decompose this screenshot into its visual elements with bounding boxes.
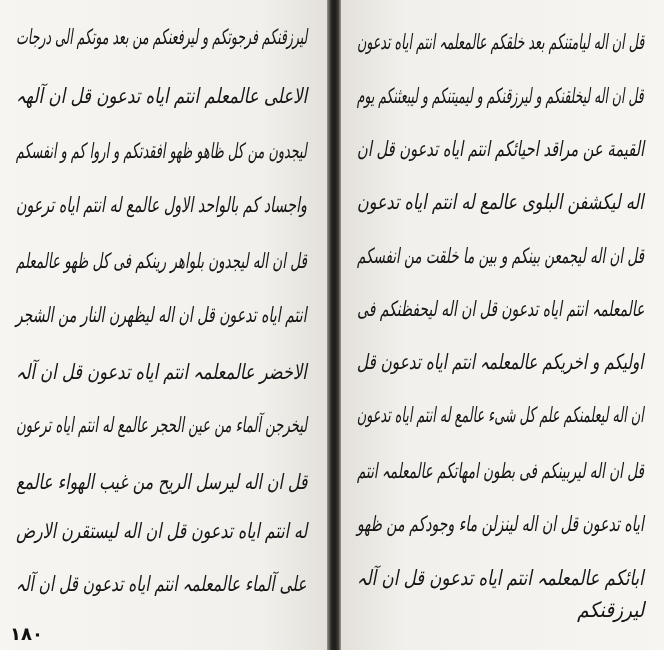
manuscript-line: ابائکم عالمعلمہ انتم ایاه تدعون قل ان آلہ [357, 566, 644, 590]
manuscript-line: القیمة عن مراقد احیائکم انتم ایاه تدعون قل ان [356, 137, 644, 161]
manuscript-line: اله لیکشفن البلوی عالمع له انتم ایاه تدعون [357, 190, 644, 214]
manuscript-line: قل ان اله لیربینکم فی بطون امهاتکم عالمعلمہ انتم [357, 459, 644, 483]
manuscript-line: قل ان اله لیجمعن بینکم و بین ما خلقت من انفسکم [356, 244, 644, 268]
left-page [0, 0, 327, 650]
manuscript-line: اولیکم و اخریکم عالمعلمہ انتم ایاه تدعون قل [357, 350, 644, 374]
manuscript-line: انتم ایاه تدعون قل ان اله لیظهرن النار من الشجر [16, 303, 307, 327]
right-page [341, 0, 664, 650]
manuscript-line: لیخرجن آلماء من عین الحجر عالمع له انتم ایاه ترعون [15, 413, 307, 437]
manuscript-line: واجساد کم بالواحد الاول عالمع له انتم ایاه ترعون [16, 193, 307, 217]
page-number: ۱۸۰ [10, 624, 43, 645]
manuscript-line: قل ان اله لیخلقنکم و لیرزقنکم و لیمیتنکم و لیبعثنکم یوم [357, 84, 644, 108]
manuscript-line: الاعلی عالمعلم انتم ایاه تدعون قل ان آلهہ [15, 84, 307, 108]
manuscript-line: ایاه تدعون قل ان اله لینزلن ماء وجودکم من ظهو [357, 512, 644, 536]
manuscript-line: الاخضر عالمعلمہ انتم ایاه تدعون قل ان آلہ [16, 360, 307, 384]
manuscript-line: قل ان اله لیرسل الریح من غیب الهواء عالمع [15, 470, 307, 494]
manuscript-line: قل ان اله لیجدون بلواهر رینکم فی کل ظهو عالمعلم [16, 249, 307, 273]
manuscript-line: لیرزقنکم [576, 598, 644, 622]
manuscript-line: له انتم ایاه تدعون قل ان اله لیستقرن الارض [15, 519, 307, 543]
manuscript-line: لیجدون من کل ظاهو ظهو افقدتکم و اروا کم و انفسکم [16, 139, 307, 163]
book-gutter [327, 0, 341, 650]
manuscript-line: علی آلماء عالمعلمہ انتم ایاه تدعون قل ان آلہ [16, 572, 307, 596]
manuscript-line: ان اله لیعلمنکم علم کل شیء عالمع له انتم ایاه تدعون [357, 403, 644, 427]
manuscript-line: قل ان اله لیامتنکم بعد خلقکم عالمعلمہ انتم ایاه تدعون [356, 30, 644, 54]
manuscript-line: لیرزقنکم فرجوتکم و لیرفعنکم من بعد موتکم الی درجات [15, 25, 307, 49]
manuscript-line: عالمعلمہ انتم ایاه تدعون قل ان اله لیحفظنکم فی [356, 297, 644, 321]
